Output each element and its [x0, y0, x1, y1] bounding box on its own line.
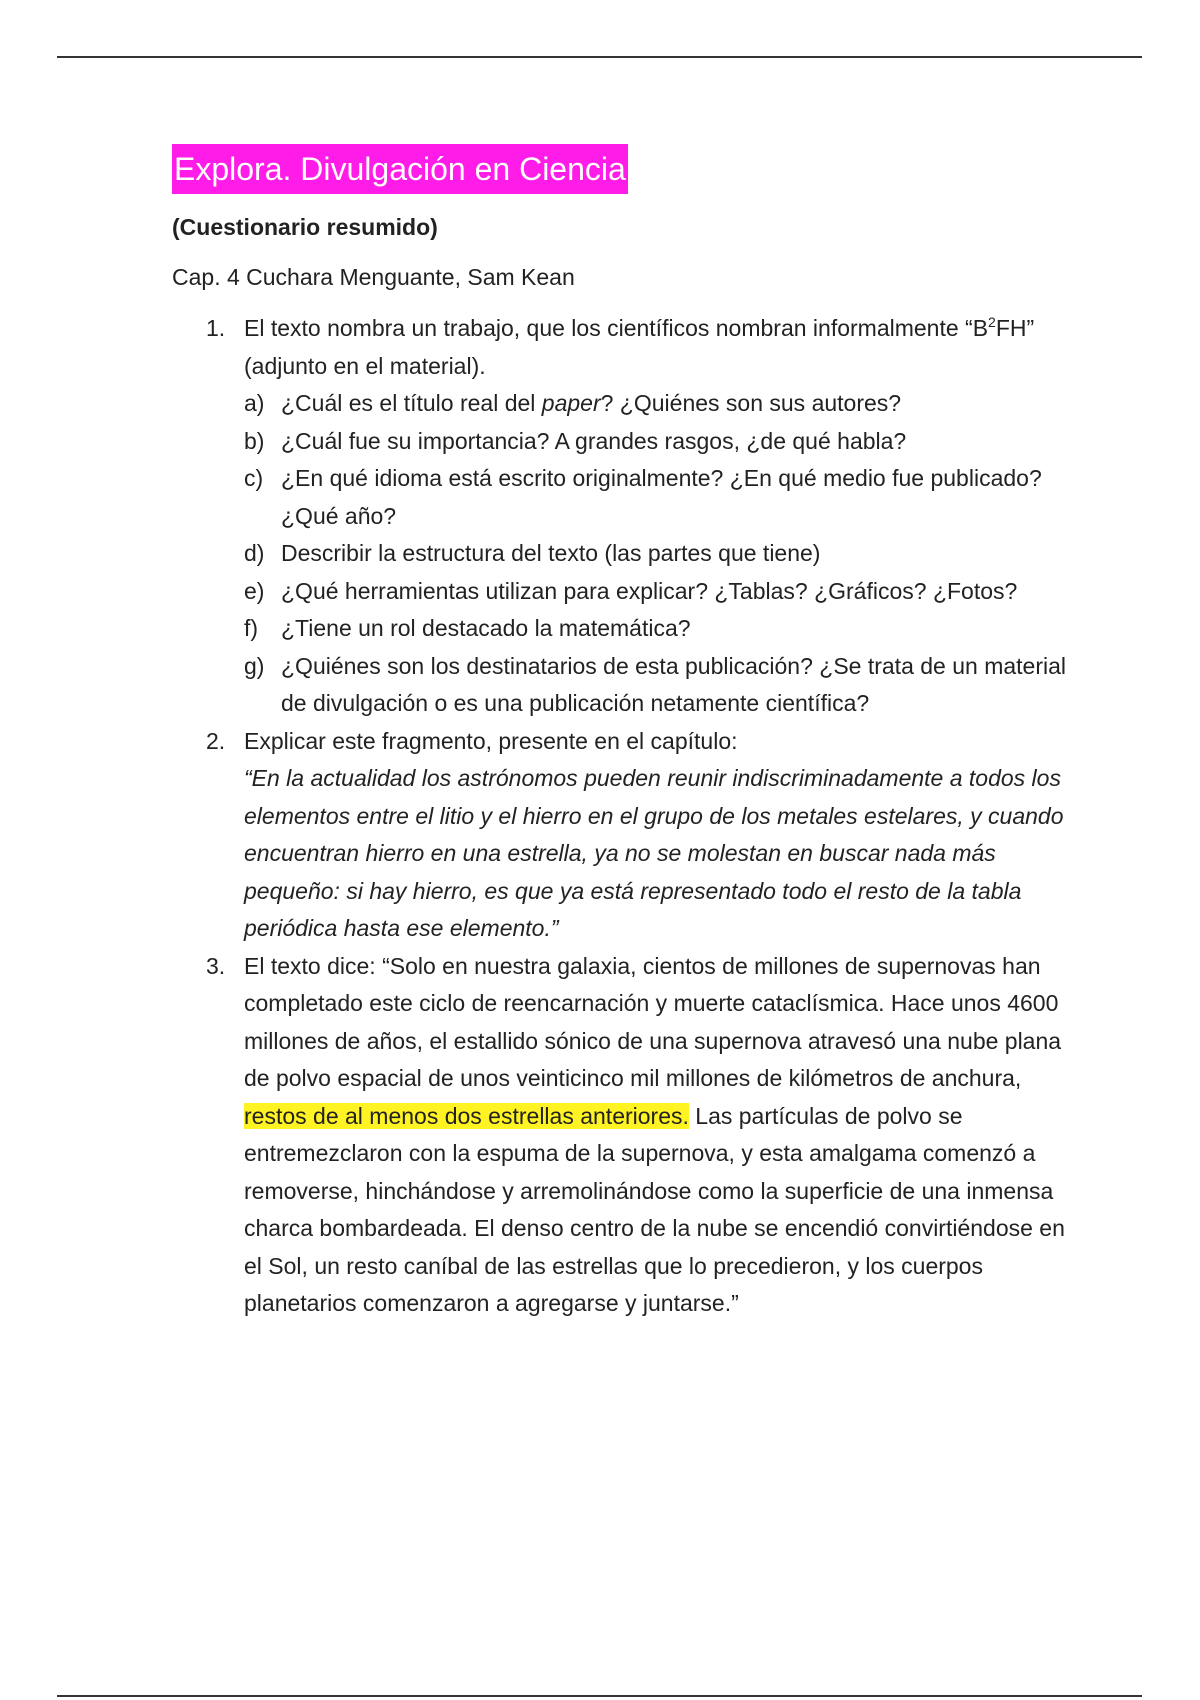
- sub-question-g: [244, 648, 1072, 723]
- question-2: [172, 723, 1072, 948]
- subtitle: (Cuestionario resumido): [172, 214, 438, 240]
- page-title: Explora. Divulgación en Ciencia: [172, 144, 628, 194]
- bottom-rule: [57, 1695, 1142, 1697]
- sub-question-text: ¿Qué herramientas utilizan para explicar? ¿Tablas? ¿Gráficos? ¿Fotos?: [281, 577, 1018, 604]
- quoted-fragment: “En la actualidad los astrónomos pueden reunir indiscriminadamente a todos los elementos entre el litio y el hierro en el grupo de los metales estelares, y cuando encuentran hierro en una estrella, ya no se molestan en buscar nada más pequeño: si hay hierro, es que ya está representado todo el resto de la tabla periódica hasta ese elemento.”: [244, 765, 1064, 941]
- superscript: 2: [988, 314, 996, 330]
- question-number: 1.: [206, 315, 226, 341]
- highlighted-text: restos de al menos dos estrellas anteriores.: [244, 1102, 689, 1129]
- question-3: [172, 948, 1072, 1323]
- sub-question-e: [244, 573, 1072, 611]
- sub-question-text: ¿Cuál es el título real del paper? ¿Quiénes son sus autores?: [281, 390, 902, 416]
- sub-question-label: a): [244, 390, 265, 416]
- question-text: El texto dice: “Solo en nuestra galaxia, cientos de millones de supernovas han completado este ciclo de reencarnación y muerte cataclísmica. Hace unos 4600 millones de años, el estallido sónico de una supernova atravesó una nube plana de polvo espacial de unos veinticinco mil millones de kilómetros de anchura, restos de al menos dos estrellas anteriores. Las partículas de polvo se entremezclaron con la espuma de la supernova, y esta amalgama comenzó a removerse, hinchándose y arremolinándose como la superficie de una inmensa charca bombardeada. El denso centro de la nube se encendió convirtiéndose en el Sol, un resto caníbal de las estrellas que lo precedieron, y los cuerpos planetarios comenzaron a agregarse y juntarse.”: [244, 952, 1065, 1316]
- top-rule: [57, 56, 1142, 58]
- sub-question-b: [244, 423, 1072, 461]
- question-text: El texto nombra un trabajo, que los científicos nombran informalmente “$B^2FH$” (adjunto en el material).: [244, 314, 1035, 379]
- sub-question-text: ¿En qué idioma está escrito originalmente? ¿En qué medio fue publicado? ¿Qué año?: [281, 465, 1042, 529]
- sub-question-text: ¿Tiene un rol destacado la matemática?: [281, 615, 691, 641]
- sub-question-label: b): [244, 427, 265, 454]
- sub-question-text: Describir la estructura del texto (las partes que tiene): [281, 540, 821, 566]
- question-1: [172, 310, 1072, 723]
- document-page: [172, 144, 1072, 1323]
- sub-question-text: ¿Quiénes son los destinatarios de esta publicación? ¿Se trata de un material de divulgación o es una publicación netamente científica?: [281, 652, 1066, 716]
- title-block: [172, 144, 1072, 194]
- sub-question-d: [244, 535, 1072, 573]
- question-list: [172, 310, 1072, 1323]
- sub-question-label: f): [244, 615, 259, 641]
- emphasis-text: paper: [541, 390, 601, 416]
- sub-question-list: [244, 385, 1072, 723]
- sub-question-text: ¿Cuál fue su importancia? A grandes rasgos, ¿de qué habla?: [281, 427, 907, 454]
- question-text: Explicar este fragmento, presente en el capítulo:: [244, 727, 738, 754]
- sub-question-label: d): [244, 540, 265, 566]
- sub-question-label: e): [244, 577, 265, 604]
- sub-question-a: [244, 385, 1072, 423]
- sub-question-label: g): [244, 652, 265, 679]
- sub-question-f: [244, 610, 1072, 648]
- question-number: 3.: [206, 952, 226, 979]
- chapter-reference: Cap. 4 Cuchara Menguante, Sam Kean: [172, 264, 575, 290]
- question-number: 2.: [206, 727, 226, 754]
- sub-question-c: [244, 460, 1072, 535]
- sub-question-label: c): [244, 465, 264, 491]
